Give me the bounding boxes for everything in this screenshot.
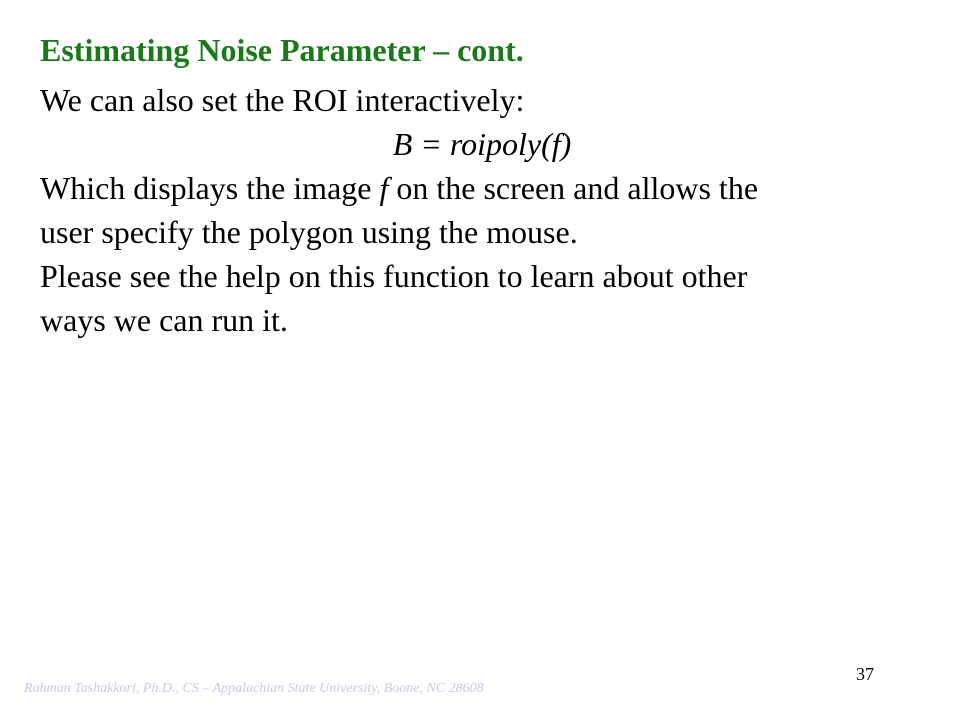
body-line-4: user specify the polygon using the mouse. <box>40 214 578 250</box>
page-number: 37 <box>856 664 874 684</box>
body-line-1: We can also set the ROI interactively: <box>40 82 525 118</box>
body-line-3 <box>40 166 900 210</box>
code-example: B = roipoly(f) <box>392 126 572 162</box>
body-line-5: Please see the help on this function to learn about other <box>40 258 748 294</box>
footer-credit: Rahman Tashakkori, Ph.D., CS – Appalachian State University, Boone, NC 28608 <box>24 681 484 696</box>
slide-body <box>40 78 900 342</box>
body-line-3-pre: Which displays the image <box>40 170 380 206</box>
body-line-6: ways we can run it. <box>40 302 288 338</box>
slide-title: Estimating Noise Parameter – cont. <box>40 32 524 68</box>
image-variable: f <box>379 170 389 206</box>
body-line-3-post: on the screen and allows the <box>388 170 759 206</box>
